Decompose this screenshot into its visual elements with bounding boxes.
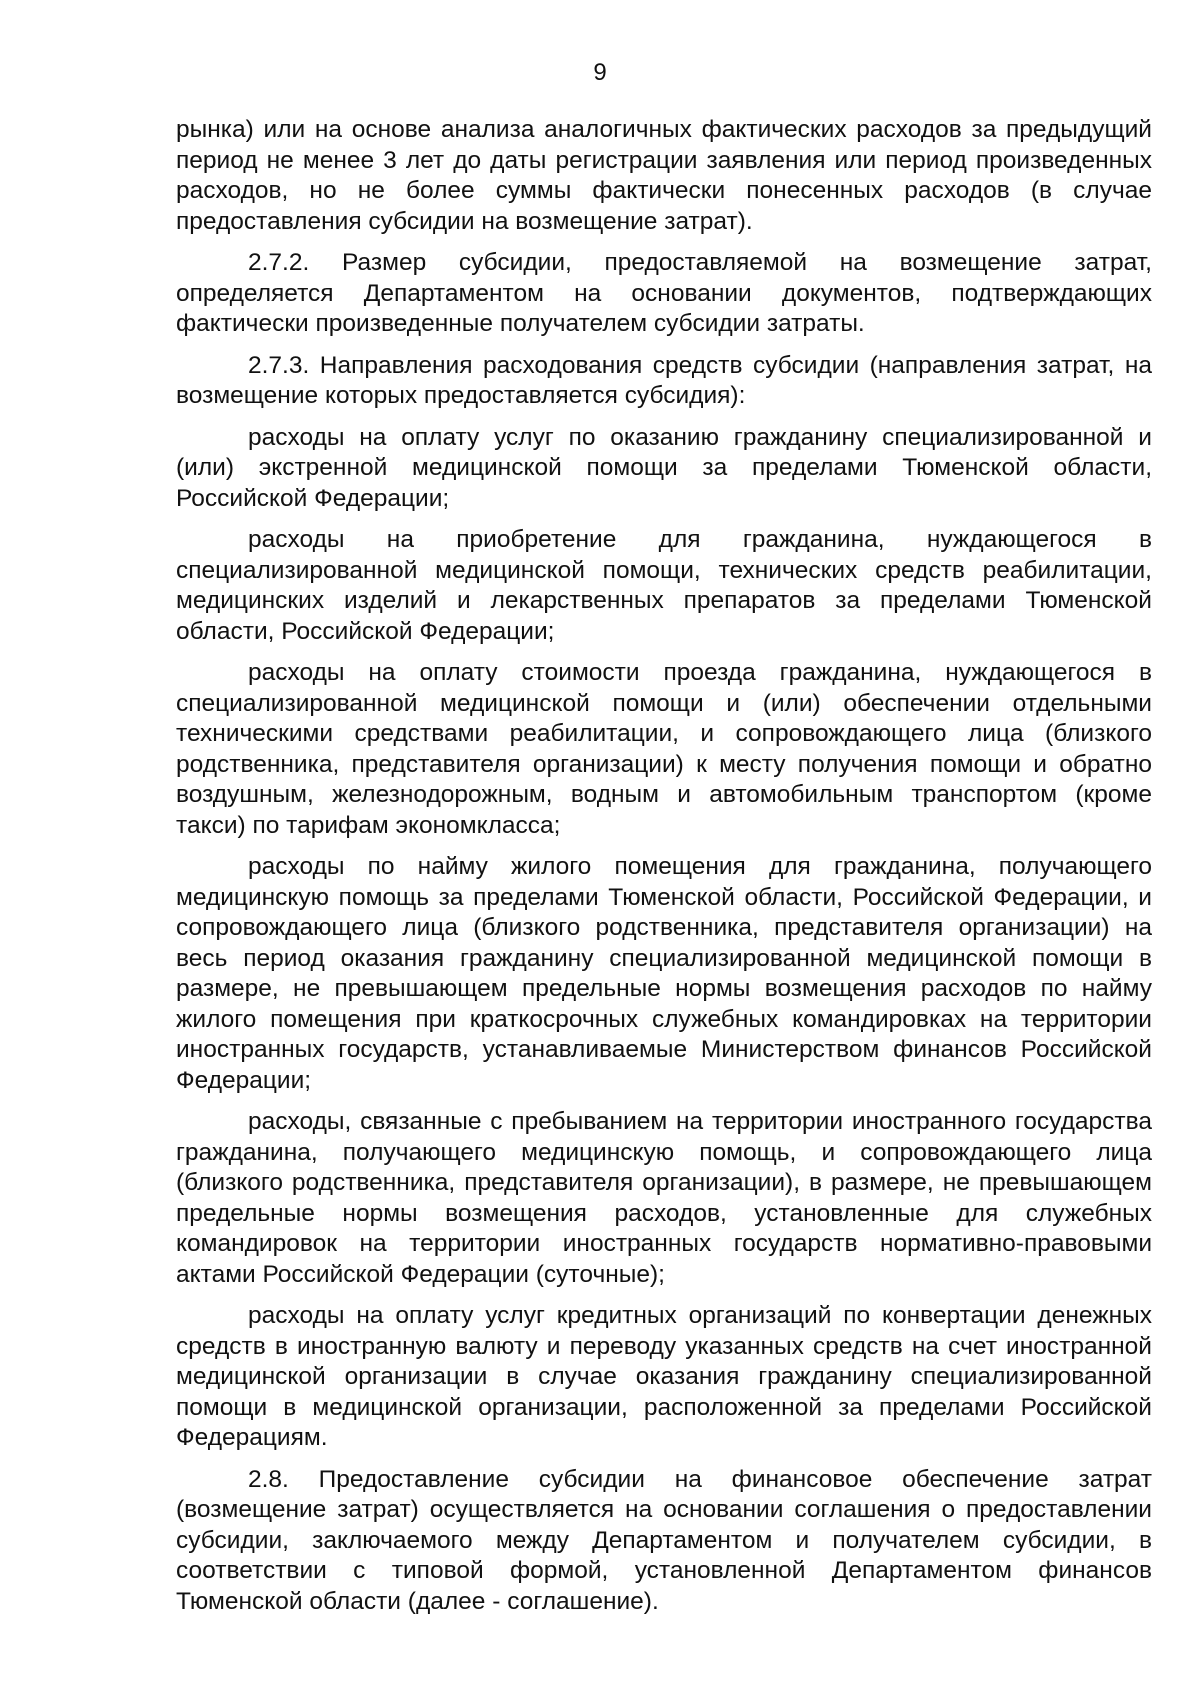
paragraph-2-7-3: 2.7.3. Направления расходования средств субсидии (направления затрат, на возмещение которых предоставляется субсидия): bbox=[176, 351, 1152, 409]
paragraph-per-diem: расходы, связанные с пребыванием на территории иностранного государства гражданина, получающего медицинскую помощь, и сопровождающего лица (близкого родственника, представителя организации), в размере, не превышающем предельные нормы возмещения расходов, установленные для служебных командировок на территории иностранных государств нормативно-правовыми актами Российской Федерации (суточные); bbox=[176, 1108, 1152, 1288]
paragraph-2-8: 2.8. Предоставление субсидии на финансовое обеспечение затрат (возмещение затрат) осуществляется на основании соглашения о предоставлении субсидии, заключаемого между Департаментом и получателем субсидии, в соответствии с типовой формой, установленной Департаментом финансов Тюменской области (далее - соглашение). bbox=[176, 1465, 1152, 1615]
paragraph-2-7-2: 2.7.2. Размер субсидии, предоставляемой на возмещение затрат, определяется Департаментом на основании документов, подтверждающих фактически произведенные получателем субсидии затраты. bbox=[176, 249, 1152, 337]
page-number: 9 bbox=[593, 59, 607, 86]
paragraph-accommodation: расходы по найму жилого помещения для гражданина, получающего медицинскую помощь за пределами Тюменской области, Российской Федерации, и сопровождающего лица (близкого родственника, представителя организации) на весь период оказания гражданину специализированной медицинской помощи в размере, не превышающем предельные нормы возмещения расходов по найму жилого помещения при краткосрочных служебных командировках на территории иностранных государств, устанавливаемые Министерством финансов Российской Федерации; bbox=[176, 853, 1152, 1094]
paragraph-continuation: рынка) или на основе анализа аналогичных фактических расходов за предыдущий период не менее 3 лет до даты регистрации заявления или период произведенных расходов, но не более суммы фактически понесенных расходов (в случае предоставления субсидии на возмещение затрат). bbox=[176, 116, 1152, 235]
paragraph-medical-services: расходы на оплату услуг по оказанию гражданину специализированной и (или) экстренной медицинской помощи за пределами Тюменской области, Российской Федерации; bbox=[176, 423, 1152, 512]
document-body bbox=[176, 115, 1152, 1628]
paragraph-rehab-equipment: расходы на приобретение для гражданина, нуждающегося в специализированной медицинской помощи, технических средств реабилитации, медицинских изделий и лекарственных препаратов за пределами Тюменской области, Российской Федерации; bbox=[176, 526, 1152, 645]
paragraph-travel-costs: расходы на оплату стоимости проезда гражданина, нуждающегося в специализированной медицинской помощи и (или) обеспечении отдельными техническими средствами реабилитации, и сопровождающего лица (близкого родственника, представителя организации) к месту получения помощи и обратно воздушным, железнодорожным, водным и автомобильным транспортом (кроме такси) по тарифам экономкласса; bbox=[176, 659, 1152, 839]
paragraph-bank-fees: расходы на оплату услуг кредитных организаций по конвертации денежных средств в иностранную валюту и переводу указанных средств на счет иностранной медицинской организации в случае оказания гражданину специализированной помощи в медицинской организации, расположенной за пределами Российской Федерациям. bbox=[176, 1302, 1152, 1451]
